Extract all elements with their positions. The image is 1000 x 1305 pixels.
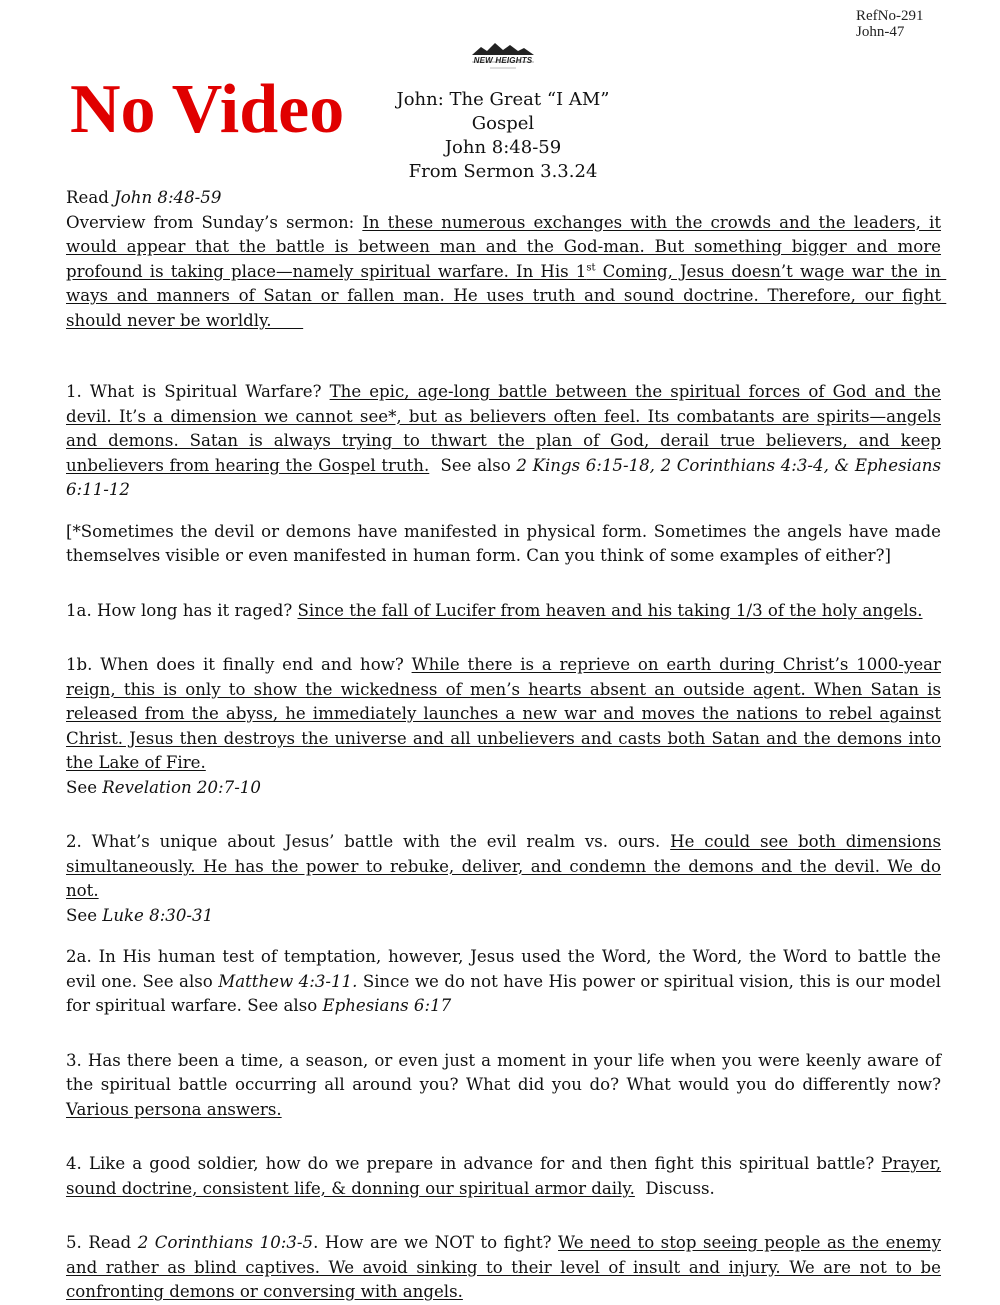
read-line: Read John 8:48-59 [66, 188, 222, 207]
series-title: John: The Great “I AM” Gospel [396, 89, 610, 134]
question-1a: 1a. How long has it raged? Since the fall of Lucifer from heaven and his taking 1/3 of the holy angels. [66, 600, 923, 620]
church-logo [466, 40, 540, 70]
question-3: 3. Has there been a time, a season, or even just a moment in your life when you were keenly aware of the spiritual battle occurring all around you? What did you do? What would you do differently now? Various persona answers. [66, 1050, 941, 1119]
question-4: 4. Like a good soldier, how do we prepare in advance for and then fight this spiritual battle? Prayer, sound doctrine, consistent life, & donning our spiritual armor daily. Discuss. [66, 1154, 941, 1198]
reference-number [856, 8, 924, 40]
reference-5: 2 Corinthians 10:3-5 [137, 1233, 314, 1252]
logo-wordmark: NEW HEIGHTS [473, 56, 533, 65]
answer-1: The epic, age-long battle between the spiritual forces of God and the devil. It’s a dimension we cannot see*, but as believers often feel. Its combatants are spirits—angels and demons. Satan is always trying to thwart the plan of God, derail true believers, and keep unbelievers from hearing the Gospel truth. [66, 382, 942, 475]
question-1: 1. What is Spiritual Warfare? The epic, age-long battle between the spiritual forces of God and the devil. It’s a dimension we cannot see*, but as believers often feel. Its combatants are spirits—angels and demons. Satan is always trying to thwart the plan of God, derail true believers, and keep unbelievers from hearing the Gospel truth. See also 2 Kings 6:15-18, 2 Corinthians 4:3-4, & Ephesians 6:11-12 [66, 382, 942, 499]
answer-1b: While there is a reprieve on earth during Christ’s 1000-year reign, this is only to show the wickedness of men’s hearts absent an outside agent. When Satan is released from the abyss, he immediately launches a new war and moves the nations to rebel against Christ. Jesus then destroys the universe and all unbelievers and casts both Satan and the demons into the Lake of Fire. [66, 655, 941, 772]
answer-5: We need to stop seeing people as the enemy and rather as blind captives. We avoid sinking to their level of insult and injury. We are not to be confronting demons or conversing with angels. [66, 1233, 941, 1301]
footnote-note: [*Sometimes the devil or demons have manifested in physical form. Sometimes the angels have made themselves visible or even manifested in human form. Can you think of some examples of either?] [66, 521, 941, 565]
ref-number-line: RefNo-291 [856, 8, 924, 24]
answer-2: He could see both dimensions simultaneously. He has the power to rebuke, deliver, and condemn the demons and the devil. We do not. [66, 832, 941, 900]
references-1: 2 Kings 6:15-18, 2 Corinthians 4:3-4, & Ephesians 6:11-12 [66, 455, 941, 499]
question-1b: 1b. When does it finally end and how? While there is a reprieve on earth during Christ’s 1000-year reign, this is only to show the wickedness of men’s hearts absent an outside agent. When Satan is released from the abyss, he immediately launches a new war and moves the nations to rebel against Christ. Jesus then destroys the universe and all unbelievers and casts both Satan and the demons into the Lake of Fire. See Revelation 20:7-10 [66, 655, 941, 797]
question-2a: 2a. In His human test of temptation, however, Jesus used the Word, the Word, the Word to battle the evil one. See also Matthew 4:3-11. Since we do not have His power or spiritual vision, this is our model for spiritual warfare. See also Ephesians 6:17 [66, 947, 941, 1015]
overview-label: Overview from Sunday’s sermon: [66, 212, 363, 232]
question-5: 5. Read 2 Corinthians 10:3-5. How are we NOT to fight? We need to stop seeing people as the enemy and rather as blind captives. We avoid sinking to their level of insult and injury. We are not to be confronting demons or conversing with angels. [66, 1233, 941, 1301]
read-reference: John 8:48-59 [114, 188, 222, 207]
answer-4: Prayer, sound doctrine, consistent life, & donning our spiritual armor daily. [66, 1154, 941, 1198]
study-content [66, 186, 947, 1305]
sermon-date: From Sermon 3.3.24 [408, 161, 598, 182]
ref-series-line: John-47 [856, 24, 905, 40]
document-heading [368, 88, 638, 184]
question-2: 2. What’s unique about Jesus’ battle with the evil realm vs. ours. He could see both dimensions simultaneously. He has the power to rebuke, deliver, and condemn the demons and the devil. We do not. See Luke 8:30-31 [66, 832, 941, 925]
mountain-logo-icon [466, 40, 540, 70]
answer-3: Various persona answers. [66, 1099, 282, 1119]
no-video-stamp: No Video [70, 71, 345, 148]
answer-1a: Since the fall of Lucifer from heaven and his taking 1/3 of the holy angels. [297, 600, 923, 620]
reference-1b: Revelation 20:7-10 [102, 777, 261, 797]
overview-paragraph [66, 211, 947, 334]
passage-title: John 8:48-59 [444, 137, 562, 158]
overview-text: In these numerous exchanges with the crowds and the leaders, it would appear that the battle is between man and the God-man. But something bigger and more profound is taking place—namely spiritual warfare. In His 1st Coming, Jesus doesn’t wage war the in ways and manners of Satan or fallen man. He uses truth and sound doctrine. Therefore, our fight should never be worldly. [66, 212, 947, 330]
reference-2: Luke 8:30-31 [102, 905, 214, 925]
